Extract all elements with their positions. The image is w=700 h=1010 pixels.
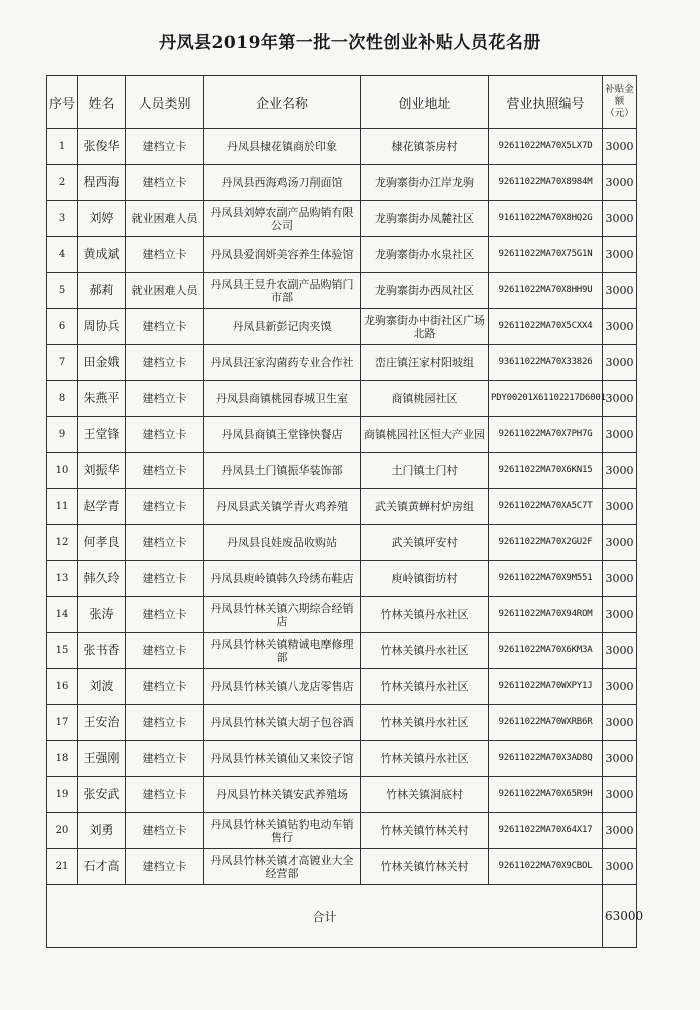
cell-company: 丹凤县竹林关镇钻豹电动车销售行 [204,813,361,849]
cell-name: 张安武 [78,777,126,813]
header-seq: 序号 [47,76,78,129]
cell-name: 刘波 [78,669,126,705]
cell-license: 92611022MA70X75G1N [489,237,603,273]
cell-seq: 11 [47,489,78,525]
cell-license: 92611022MA70X2GU2F [489,525,603,561]
cell-amount: 3000 [603,381,637,417]
table-row [47,561,637,597]
cell-name: 王堂锋 [78,417,126,453]
cell-amount: 3000 [603,165,637,201]
cell-address: 龙驹寨街办江岸龙驹 [361,165,489,201]
cell-license: 92611022MA70WXRB6R [489,705,603,741]
cell-address: 龙驹寨街办凤麓社区 [361,201,489,237]
cell-company: 丹凤县竹林关镇才高镀业大全经营部 [204,849,361,885]
cell-company: 丹凤县土门镇振华装饰部 [204,453,361,489]
table-row [47,129,637,165]
cell-license: 92611022MA70X5CXX4 [489,309,603,345]
cell-category: 建档立卡 [126,525,204,561]
cell-amount: 3000 [603,417,637,453]
cell-category: 就业困难人员 [126,201,204,237]
cell-name: 张涛 [78,597,126,633]
header-address: 创业地址 [361,76,489,129]
cell-amount: 3000 [603,561,637,597]
cell-name: 刘勇 [78,813,126,849]
cell-license: 92611022MA70X3AD8Q [489,741,603,777]
cell-category: 建档立卡 [126,237,204,273]
cell-amount: 3000 [603,309,637,345]
cell-category: 建档立卡 [126,345,204,381]
cell-name: 韩久玲 [78,561,126,597]
cell-name: 黄成斌 [78,237,126,273]
cell-seq: 18 [47,741,78,777]
cell-company: 丹凤县商镇桃园春城卫生室 [204,381,361,417]
cell-category: 就业困难人员 [126,273,204,309]
cell-category: 建档立卡 [126,669,204,705]
cell-amount: 3000 [603,237,637,273]
table-row [47,345,637,381]
cell-amount: 3000 [603,741,637,777]
cell-address: 竹林关镇丹水社区 [361,705,489,741]
table-row [47,741,637,777]
cell-category: 建档立卡 [126,777,204,813]
cell-address: 武关镇黄蝉村炉房组 [361,489,489,525]
cell-license: 92611022MA70X5LX7D [489,129,603,165]
cell-license: 92611022MA70XA5C7T [489,489,603,525]
cell-license: 92611022MA70X6KM3A [489,633,603,669]
table-row [47,849,637,885]
cell-amount: 3000 [603,813,637,849]
cell-seq: 10 [47,453,78,489]
cell-seq: 4 [47,237,78,273]
cell-amount: 3000 [603,669,637,705]
cell-seq: 15 [47,633,78,669]
cell-license: 92611022MA70X65R9H [489,777,603,813]
cell-company: 丹凤县良娃废品收购站 [204,525,361,561]
cell-name: 郝莉 [78,273,126,309]
roster-body [47,129,637,885]
cell-amount: 3000 [603,489,637,525]
table-row [47,669,637,705]
header-amount: 补贴金额（元） [603,76,637,129]
cell-company: 丹凤县竹林关镇安武养殖场 [204,777,361,813]
cell-license: 92611022MA70X9CBOL [489,849,603,885]
cell-company: 丹凤县棣花镇商於印象 [204,129,361,165]
cell-seq: 14 [47,597,78,633]
cell-name: 何孝良 [78,525,126,561]
cell-amount: 3000 [603,705,637,741]
cell-seq: 19 [47,777,78,813]
total-amount: 63000 [603,885,637,948]
subsidy-roster-table [46,75,644,948]
cell-seq: 6 [47,309,78,345]
cell-seq: 7 [47,345,78,381]
cell-company: 丹凤县汪家沟菌药专业合作社 [204,345,361,381]
header-company: 企业名称 [204,76,361,129]
cell-seq: 12 [47,525,78,561]
header-row [47,76,637,129]
cell-address: 竹林关镇丹水社区 [361,741,489,777]
cell-name: 刘婷 [78,201,126,237]
table-row [47,705,637,741]
cell-address: 商镇桃园社区恒大产业园 [361,417,489,453]
table-row [47,489,637,525]
cell-company: 丹凤县竹林关镇八龙店零售店 [204,669,361,705]
cell-license: 92611022MA70X6KN15 [489,453,603,489]
table-row [47,237,637,273]
cell-category: 建档立卡 [126,381,204,417]
cell-seq: 5 [47,273,78,309]
cell-name: 朱燕平 [78,381,126,417]
cell-category: 建档立卡 [126,705,204,741]
cell-category: 建档立卡 [126,741,204,777]
cell-company: 丹凤县西海鸡汤刀削面馆 [204,165,361,201]
cell-company: 丹凤县商镇王堂锋快餐店 [204,417,361,453]
cell-category: 建档立卡 [126,561,204,597]
cell-company: 丹凤县新彭记肉夹馍 [204,309,361,345]
cell-seq: 13 [47,561,78,597]
cell-company: 丹凤县王昱升农副产品购销门市部 [204,273,361,309]
table-row [47,309,637,345]
header-category: 人员类别 [126,76,204,129]
table-row [47,165,637,201]
cell-company: 丹凤县竹林关镇大胡子包谷酒 [204,705,361,741]
cell-amount: 3000 [603,129,637,165]
cell-license: PDY00201X61102217D6001 [489,381,603,417]
cell-address: 竹林关镇洞底村 [361,777,489,813]
cell-address: 竹林关镇竹林关村 [361,849,489,885]
total-label: 合计 [47,885,603,948]
cell-name: 刘振华 [78,453,126,489]
cell-category: 建档立卡 [126,453,204,489]
cell-amount: 3000 [603,345,637,381]
table-row [47,633,637,669]
cell-license: 92611022MA70X64X17 [489,813,603,849]
cell-company: 丹凤县竹林关镇精诚电摩修理部 [204,633,361,669]
cell-category: 建档立卡 [126,165,204,201]
cell-name: 石才高 [78,849,126,885]
cell-license: 92611022MA70X8984M [489,165,603,201]
cell-name: 田金娥 [78,345,126,381]
cell-address: 峦庄镇汪家村阳坡组 [361,345,489,381]
cell-seq: 3 [47,201,78,237]
header-license: 营业执照编号 [489,76,603,129]
cell-category: 建档立卡 [126,129,204,165]
cell-seq: 17 [47,705,78,741]
cell-address: 棣花镇茶房村 [361,129,489,165]
cell-license: 91611022MA70X8HQ2G [489,201,603,237]
cell-category: 建档立卡 [126,309,204,345]
header-name: 姓名 [78,76,126,129]
cell-company: 丹凤县竹林关镇仙又来饺子馆 [204,741,361,777]
cell-seq: 9 [47,417,78,453]
cell-name: 周协兵 [78,309,126,345]
cell-address: 武关镇坪安村 [361,525,489,561]
cell-category: 建档立卡 [126,417,204,453]
cell-company: 丹凤县爱润妍美容养生体验馆 [204,237,361,273]
table-row [47,777,637,813]
cell-amount: 3000 [603,633,637,669]
table-row [47,525,637,561]
cell-name: 赵学青 [78,489,126,525]
cell-amount: 3000 [603,777,637,813]
cell-address: 竹林关镇丹水社区 [361,633,489,669]
cell-seq: 21 [47,849,78,885]
cell-category: 建档立卡 [126,597,204,633]
cell-seq: 1 [47,129,78,165]
cell-license: 92611022MA70X7PH7G [489,417,603,453]
page-title: 丹凤县2019年第一批一次性创业补贴人员花名册 [159,33,541,53]
cell-category: 建档立卡 [126,849,204,885]
cell-amount: 3000 [603,273,637,309]
cell-address: 庾岭镇街坊村 [361,561,489,597]
cell-seq: 20 [47,813,78,849]
table-row [47,453,637,489]
cell-company: 丹凤县竹林关镇六期综合经销店 [204,597,361,633]
cell-license: 93611022MA70X33826 [489,345,603,381]
cell-amount: 3000 [603,525,637,561]
table-row [47,273,637,309]
cell-amount: 3000 [603,597,637,633]
cell-seq: 16 [47,669,78,705]
cell-seq: 8 [47,381,78,417]
cell-license: 92611022MA70X8HH9U [489,273,603,309]
cell-address: 龙驹寨街办西凤社区 [361,273,489,309]
cell-amount: 3000 [603,201,637,237]
cell-address: 土门镇土门村 [361,453,489,489]
cell-name: 张书香 [78,633,126,669]
cell-company: 丹凤县庾岭镇韩久玲绣布鞋店 [204,561,361,597]
table-row [47,813,637,849]
table-row [47,381,637,417]
cell-license: 92611022MA70X9M551 [489,561,603,597]
cell-company: 丹凤县武关镇学青火鸡养殖 [204,489,361,525]
cell-amount: 3000 [603,849,637,885]
cell-amount: 3000 [603,453,637,489]
cell-address: 龙驹寨街办水泉社区 [361,237,489,273]
cell-address: 竹林关镇竹林关村 [361,813,489,849]
cell-address: 龙驹寨街办中街社区广场北路 [361,309,489,345]
cell-address: 竹林关镇丹水社区 [361,669,489,705]
cell-company: 丹凤县刘婷农副产品购销有限公司 [204,201,361,237]
table-row [47,597,637,633]
table-row [47,417,637,453]
table-row [47,201,637,237]
cell-license: 92611022MA70X94ROM [489,597,603,633]
total-row [47,885,637,948]
cell-category: 建档立卡 [126,489,204,525]
cell-address: 竹林关镇丹水社区 [361,597,489,633]
cell-name: 王安治 [78,705,126,741]
cell-name: 程西海 [78,165,126,201]
cell-address: 商镇桃园社区 [361,381,489,417]
cell-category: 建档立卡 [126,813,204,849]
cell-name: 张俊华 [78,129,126,165]
cell-license: 92611022MA70WXPY1J [489,669,603,705]
cell-category: 建档立卡 [126,633,204,669]
cell-name: 王强刚 [78,741,126,777]
cell-seq: 2 [47,165,78,201]
